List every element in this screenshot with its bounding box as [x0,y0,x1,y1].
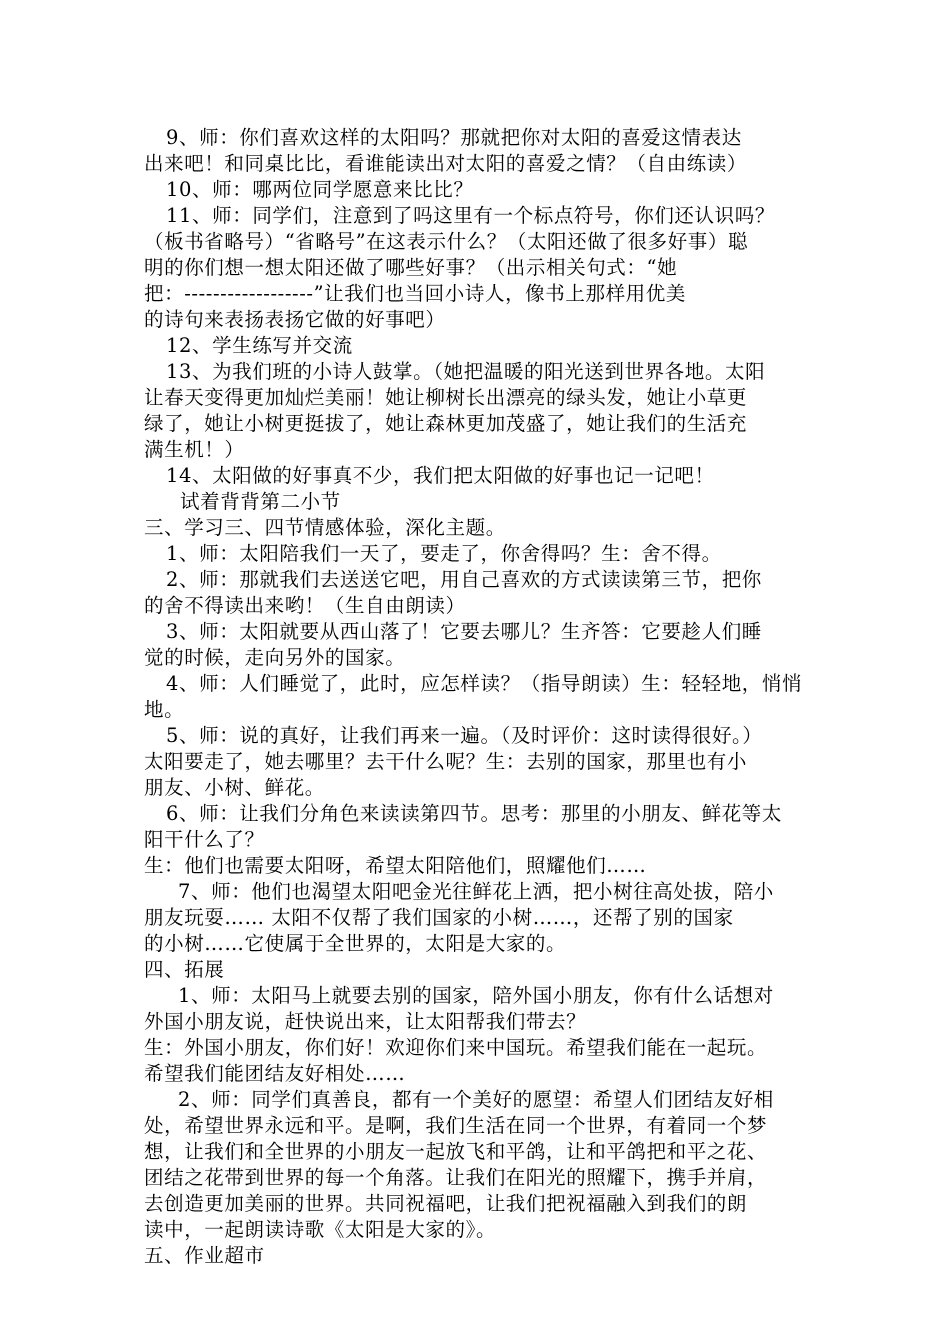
text-line: 12、学生练写并交流 [166,334,353,357]
text-line: 出来吧！和同桌比比，看谁能读出对太阳的喜爱之情？（自由练读） [144,152,748,175]
text-line: 外国小朋友说，赶快说出来，让太阳帮我们带去？ [144,1010,587,1033]
text-line: 9、师：你们喜欢这样的太阳吗？那就把你对太阳的喜爱这情表达 [166,126,742,149]
text-line: 5、师：说的真好，让我们再来一遍。（及时评价：这时读得很好。） [166,724,763,747]
text-line: 试着背背第二小节 [180,490,341,513]
text-line: 读中，一起朗读诗歌《太阳是大家的》。 [144,1218,497,1241]
text-line: 团结之花带到世界的每一个角落。让我们在阳光的照耀下，携手并肩， [144,1166,768,1189]
text-line: 4、师：人们睡觉了，此时，应怎样读？（指导朗读）生：轻轻地，悄悄 [166,672,803,695]
text-line: 朋友、小树、鲜花。 [144,776,325,799]
text-line: （板书省略号）“省略号”在这表示什么？（太阳还做了很多好事）聪 [144,230,749,253]
text-line: 6、师：让我们分角色来读读第四节。思考：那里的小朋友、鲜花等太 [166,802,783,825]
text-line: 太阳要走了，她去哪里？去干什么呢？生：去别的国家，那里也有小 [144,750,748,773]
text-line: 生：外国小朋友，你们好！欢迎你们来中国玩。希望我们能在一起玩。 [144,1036,768,1059]
text-line: 10、师：哪两位同学愿意来比比？ [166,178,474,201]
text-line: 想，让我们和全世界的小朋友一起放飞和平鸽，让和平鸽把和平之花、 [144,1140,768,1163]
text-line: 朋友玩耍…… 太阳不仅帮了我们国家的小树……，还帮了别的国家 [144,906,734,929]
text-line: 7、师：他们也渴望太阳吧金光往鲜花上洒，把小树往高处拔，陪小 [178,880,774,903]
text-line: 绿了，她让小树更挺拔了，她让森林更加茂盛了，她让我们的生活充 [144,412,748,435]
text-line: 13、为我们班的小诗人鼓掌。（她把温暖的阳光送到世界各地。太阳 [166,360,766,383]
text-line: 地。 [144,698,185,721]
text-line: 2、师：同学们真善良，都有一个美好的愿望：希望人们团结友好相 [178,1088,774,1111]
text-line: 2、师：那就我们去送送它吧，用自己喜欢的方式读读第三节，把你 [166,568,762,591]
text-line: 去创造更加美丽的世界。共同祝福吧，让我们把祝福融入到我们的朗 [144,1192,748,1215]
text-line: 1、师：太阳陪我们一天了，要走了，你舍得吗？生：舍不得。 [166,542,722,565]
text-line: 14、太阳做的好事真不少，我们把太阳做的好事也记一记吧！ [166,464,715,487]
section-heading: 五、作业超市 [144,1244,265,1267]
text-line: 希望我们能团结友好相处…… [144,1062,406,1085]
section-heading: 四、拓展 [144,958,225,981]
text-line: 11、师：同学们，注意到了吗这里有一个标点符号，你们还认识吗？ [166,204,775,227]
section-heading: 三、学习三、四节情感体验，深化主题。 [144,516,506,539]
text-line: 阳干什么了？ [144,828,265,851]
text-line: 明的你们想一想太阳还做了哪些好事？（出示相关句式：“她 [144,256,678,279]
text-line: 3、师：太阳就要从西山落了！它要去哪儿？生齐答：它要趁人们睡 [166,620,762,643]
text-line: 觉的时候，走向另外的国家。 [144,646,406,669]
text-line: 满生机！） [144,438,245,461]
text-line: 让春天变得更加灿烂美丽！她让柳树长出漂亮的绿头发，她让小草更 [144,386,748,409]
text-line: 的小树……它使属于全世界的，太阳是大家的。 [144,932,567,955]
text-line: 生：他们也需要太阳呀，希望太阳陪他们，照耀他们…… [144,854,647,877]
text-line: 处，希望世界永远和平。是啊，我们生活在同一个世界，有着同一个梦 [144,1114,768,1137]
text-line: 把：------------------”让我们也当回小诗人，像书上那样用优美 [144,282,686,305]
text-line: 的诗句来表扬表扬它做的好事吧） [144,308,446,331]
text-line: 的舍不得读出来哟！（生自由朗读） [144,594,466,617]
text-line: 1、师：太阳马上就要去别的国家，陪外国小朋友，你有什么话想对 [178,984,774,1007]
